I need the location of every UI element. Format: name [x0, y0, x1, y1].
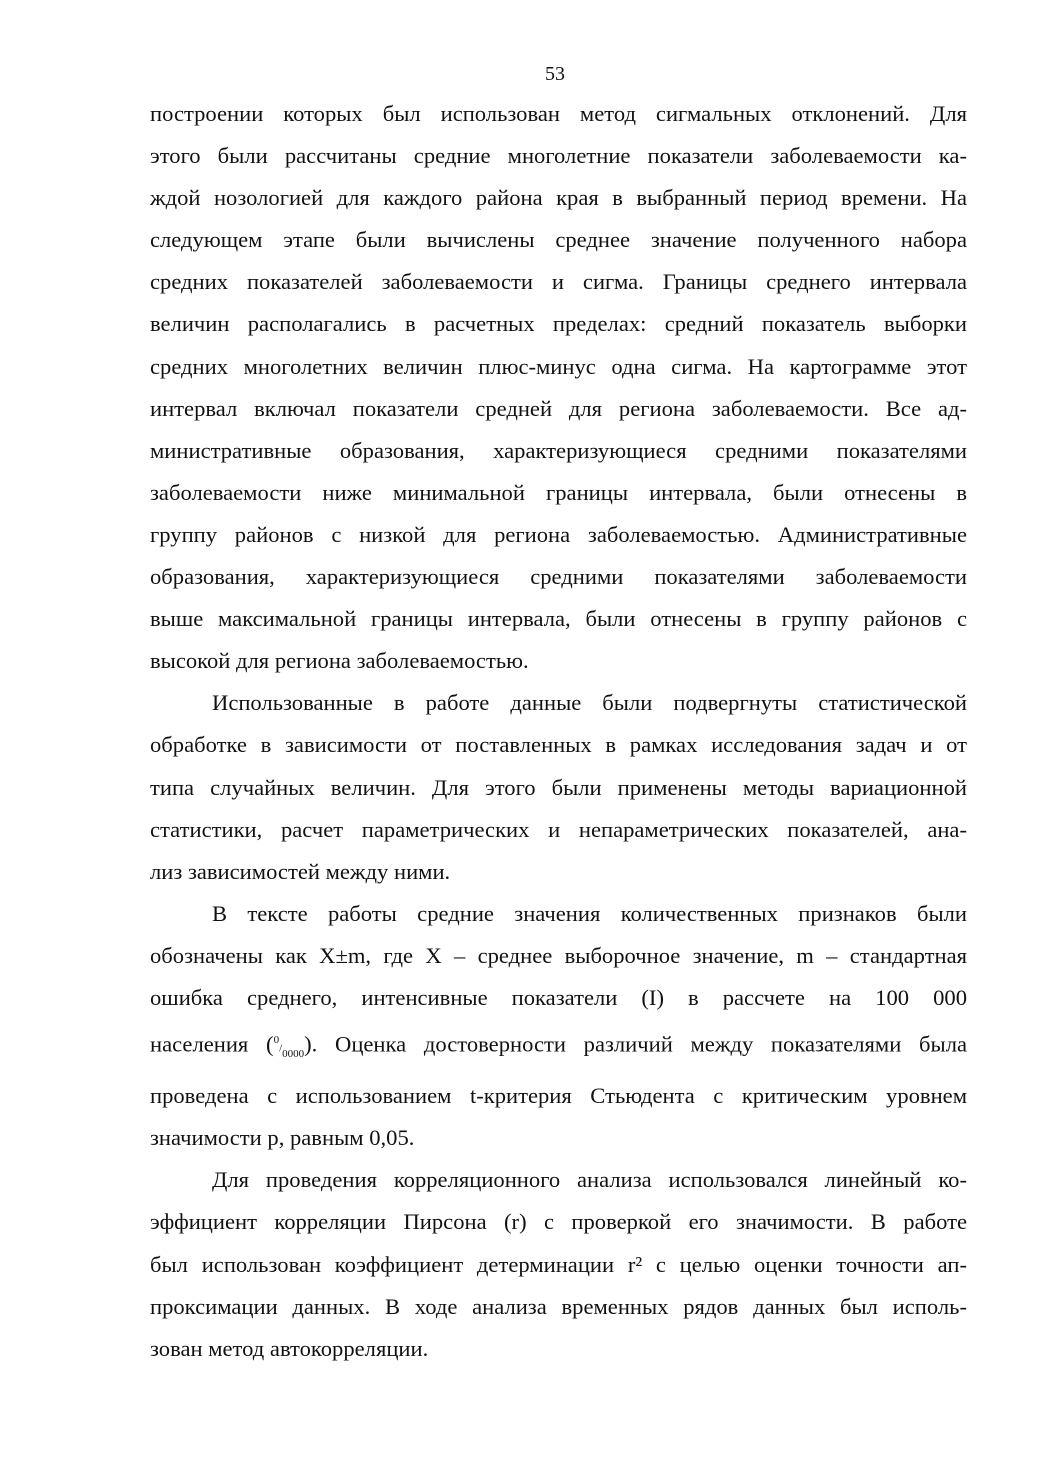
paragraph-mean-values [150, 893, 967, 1160]
text-line: средних показателей заболеваемости и сигма. Границы среднего интервала [150, 269, 967, 295]
text-line: В тексте работы средние значения количественных признаков были [212, 900, 967, 926]
text-line: эффициент корреляции Пирсона (r) с проверкой его значимости. В работе [150, 1209, 967, 1235]
text-line: ошибка среднего, интенсивные показатели (I) в рассчете на 100 000 [150, 984, 967, 1010]
page-number: 53 [545, 63, 565, 85]
text-line: следующем этапе были вычислены среднее значение полученного набора [150, 227, 967, 253]
text-line: выше максимальной границы интервала, были отнесены в группу районов с [150, 606, 967, 632]
text-line: Использованные в работе данные были подвергнуты статистической [212, 690, 967, 716]
text-line: Для проведения корреляционного анализа использовался линейный ко- [212, 1167, 967, 1193]
text-line: высокой для региона заболеваемостью. [150, 648, 529, 674]
paragraph-correlation-analysis [150, 1159, 967, 1369]
per-hundred-thousand-denominator: 0000 [282, 1048, 305, 1061]
text-line: был использован коэффициент детерминации r² с целью оценки точности ап- [150, 1251, 967, 1277]
text-line: зован метод автокорреляции. [150, 1335, 429, 1361]
text-line: заболеваемости ниже минимальной границы интервала, были отнесены в [150, 479, 967, 505]
text-line: значимости p, равным 0,05. [150, 1125, 415, 1151]
text-line-with-per-mille-symbol [150, 1019, 967, 1075]
text-line: обозначены как X±m, где X – среднее выборочное значение, m – стандартная [150, 942, 967, 968]
text-line: величин располагались в расчетных пределах: средний показатель выборки [150, 311, 967, 337]
text-line: проксимации данных. В ходе анализа временных рядов данных был исполь- [150, 1293, 967, 1319]
text-fragment: населения ( [150, 1031, 274, 1057]
text-line: средних многолетних величин плюс-минус одна сигма. На картограмме этот [150, 353, 967, 379]
text-line: интервал включал показатели средней для региона заболеваемости. Все ад- [150, 395, 967, 421]
paragraph-sigma-method [150, 93, 967, 682]
text-line: образования, характеризующиеся средними показателями заболеваемости [150, 564, 967, 590]
per-hundred-thousand-numerator: 0 [273, 1034, 280, 1047]
text-line: построении которых был использован метод сигмальных отклонений. Для [150, 101, 967, 126]
text-line: статистики, расчет параметрических и непараметрических показателей, ана- [150, 816, 967, 842]
text-line: ждой нозологией для каждого района края в выбранный период времени. На [150, 185, 967, 211]
text-line: этого были рассчитаны средние многолетние показатели заболеваемости ка- [150, 143, 967, 169]
text-line: типа случайных величин. Для этого были применены методы вариационной [150, 774, 967, 800]
text-line: лиз зависимостей между ними. [150, 858, 451, 884]
text-line: обработке в зависимости от поставленных в рамках исследования задач и от [150, 732, 967, 758]
document-body [150, 93, 967, 1370]
text-fragment: ). Оценка достоверности различий между показателями была [304, 1031, 967, 1057]
text-line: группу районов с низкой для региона заболеваемостью. Административные [150, 521, 967, 547]
paragraph-statistical-processing [150, 682, 967, 892]
text-line: министративные образования, характеризующиеся средними показателями [150, 437, 967, 463]
per-hundred-thousand-slash: / [279, 1042, 283, 1055]
text-line: проведена с использованием t-критерия Стьюдента с критическим уровнем [150, 1083, 967, 1109]
